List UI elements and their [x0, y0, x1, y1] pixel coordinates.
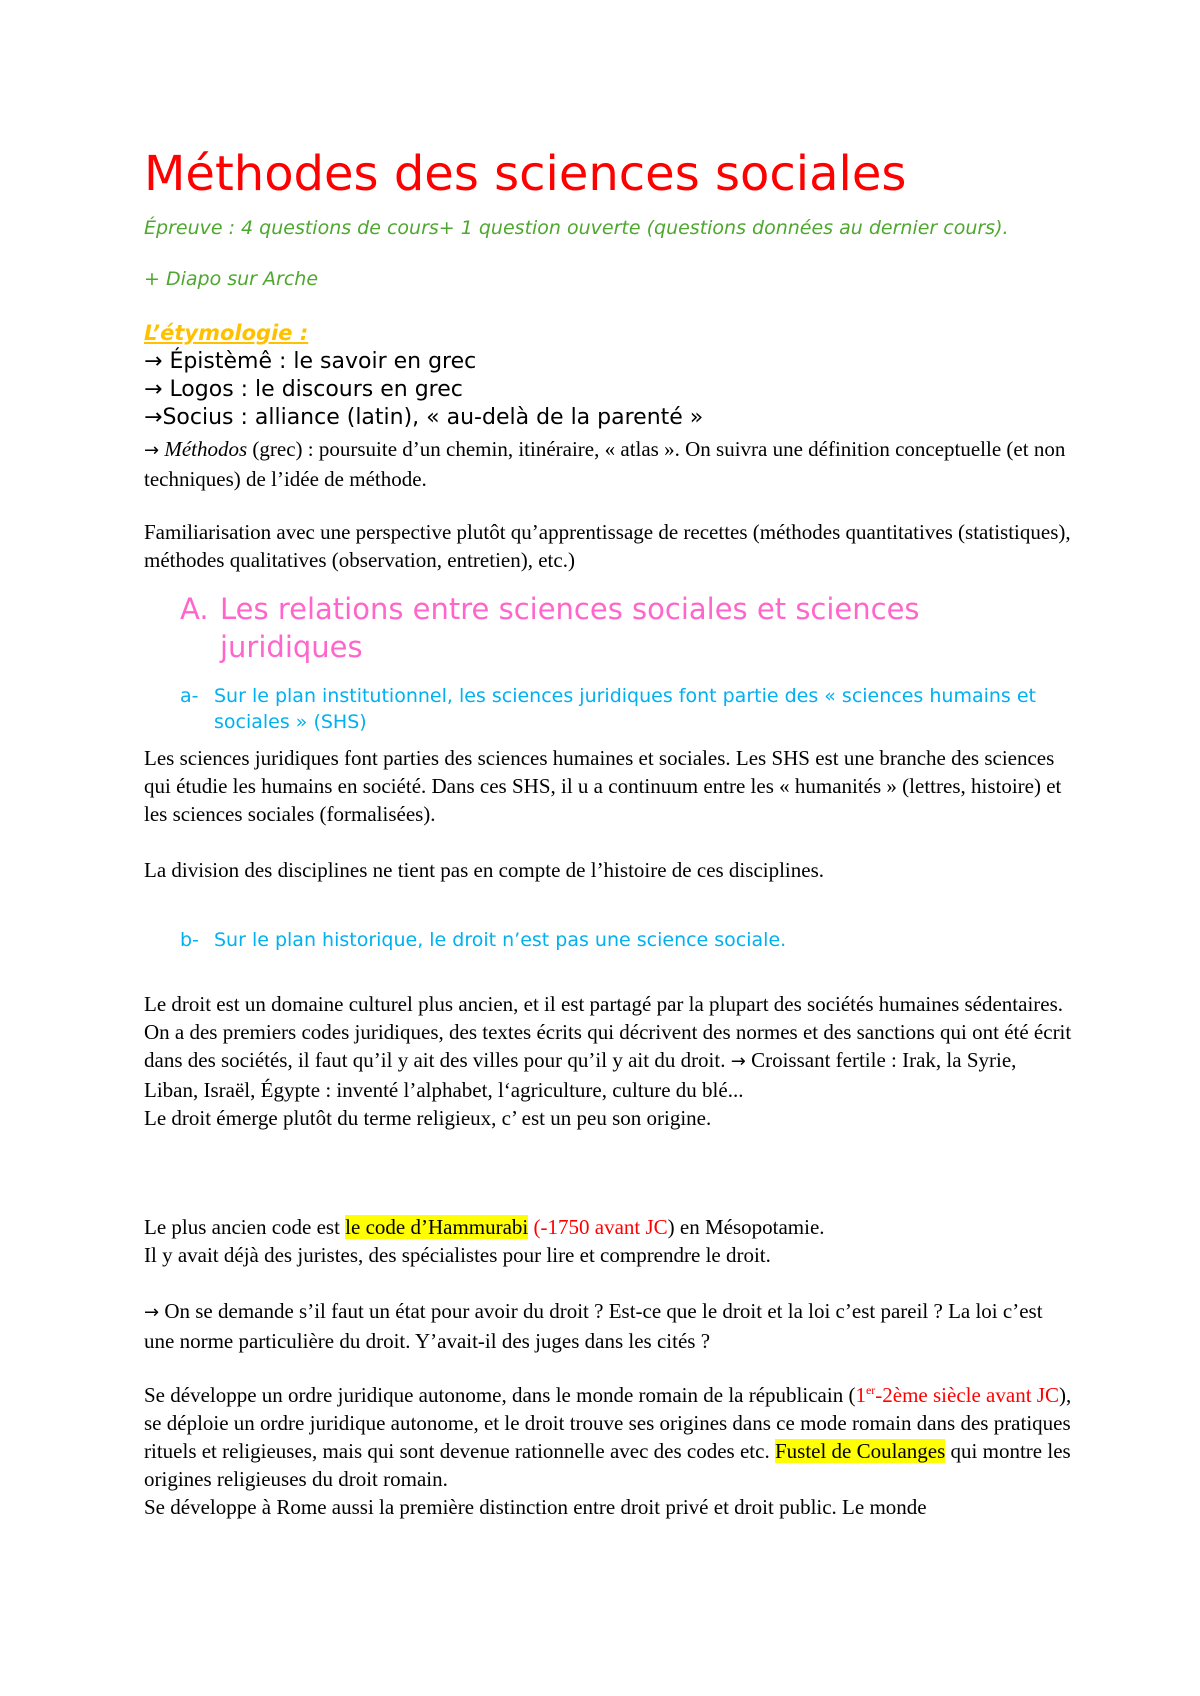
question-text: On se demande s’il faut un état pour avoir du droit ? Est-ce que le droit et la loi c’est pareil ? La loi c’est une norme particulière du droit. Y’avait-il des juges dans les cités ? — [144, 1299, 1043, 1353]
text: Le plus ancien code est — [144, 1215, 346, 1239]
subsection-a-heading — [180, 683, 1080, 735]
text: qui montre les origines religieuses du droit romain. — [144, 1439, 1071, 1491]
arrow-icon: → — [144, 349, 163, 374]
subsection-marker: a- — [180, 685, 199, 707]
etymology-item — [144, 404, 703, 432]
highlighted-text: Fustel de Coulanges — [774, 1439, 946, 1463]
familiarisation-paragraph: Familiarisation avec une perspective plutôt qu’apprentissage de recettes (méthodes quantitatives (statistiques), méthodes qualitatives (observation, entretien), etc.) — [144, 520, 1071, 572]
arrow-icon: → — [730, 1051, 746, 1072]
division-paragraph: La division des disciplines ne tient pas en compte de l’histoire de ces disciplines. — [144, 858, 825, 882]
etymology-item — [144, 376, 463, 404]
section-marker: A. — [180, 592, 209, 626]
subsection-title: Sur le plan historique, le droit n’est pas une science sociale. — [214, 929, 787, 951]
etymology-text: Logos : le discours en grec — [169, 377, 463, 402]
droit-line — [144, 1018, 1074, 1104]
section-a-heading — [180, 590, 1060, 666]
date-text: 1 — [855, 1383, 866, 1407]
methodos-paragraph — [144, 435, 1074, 493]
rome-line: Se développe à Rome aussi la première distinction entre droit privé et droit public. Le monde — [144, 1495, 927, 1519]
etymology-item — [144, 348, 476, 376]
date-sup: er — [865, 1383, 876, 1397]
arrow-icon: → — [144, 1302, 160, 1323]
etymology-text: Socius : alliance (latin), « au-delà de la parenté » — [162, 405, 704, 430]
exam-info: Épreuve : 4 questions de cours+ 1 question ouverte (questions données au dernier cours). — [144, 217, 1009, 239]
text: ) en Mésopotamie. — [667, 1215, 825, 1239]
etymology-heading: L’étymologie : — [144, 321, 309, 345]
subsection-marker: b- — [180, 929, 199, 951]
slides-note: + Diapo sur Arche — [144, 268, 319, 290]
hammurabi-paragraph — [144, 1213, 1074, 1269]
etymology-text: Épistèmê : le savoir en grec — [169, 349, 477, 374]
date-text: -2ème siècle avant JC — [875, 1383, 1059, 1407]
methodos-term: Méthodos — [164, 437, 248, 461]
droit-line: Le droit est un domaine culturel plus ancien, et il est partagé par la plupart des sociétés humaines sédentaires. — [144, 992, 1064, 1016]
methodos-text: (grec) : poursuite d’un chemin, itinéraire, « atlas ». On suivra une définition conceptuelle (et non techniques) de l’idée de méthode. — [144, 437, 1066, 491]
date-text: (-1750 avant JC — [533, 1215, 668, 1239]
section-title: Les relations entre sciences sociales et sciences juridiques — [220, 592, 920, 664]
droit-paragraph — [144, 990, 1074, 1132]
arrow-icon: → — [144, 405, 163, 430]
page-title: Méthodes des sciences sociales — [144, 146, 907, 202]
text: ), se déploie un ordre juridique autonome, et le droit trouve ses origines dans ce mode romain dans des pratiques rituels et religieuses, mais qui sont devenue rationnelle avec des codes etc. — [144, 1383, 1072, 1463]
droit-text: On a des premiers codes juridiques, des textes écrits qui décrivent des normes et des sanctions qui ont été écrit dans des sociétés, il faut qu’il y ait des villes pour qu’il y ait du droit. — [144, 1020, 1072, 1072]
rome-paragraph — [144, 1381, 1074, 1521]
arrow-icon: → — [144, 377, 163, 402]
droit-line: Le droit émerge plutôt du terme religieux, c’ est un peu son origine. — [144, 1106, 712, 1130]
highlighted-text: le code d’Hammurabi — [345, 1215, 529, 1239]
subsection-b-heading — [180, 927, 1080, 953]
hammurabi-line: Il y avait déjà des juristes, des spécialistes pour lire et comprendre le droit. — [144, 1243, 771, 1267]
droit-text: Croissant fertile : Irak, la Syrie, Liban, Israël, Égypte : inventé l’alphabet, l‘agriculture, culture du blé... — [144, 1048, 1017, 1102]
subsection-title: Sur le plan institutionnel, les sciences juridiques font partie des « sciences humains et sociales » (SHS) — [214, 685, 1037, 733]
hammurabi-line — [144, 1213, 1074, 1241]
question-paragraph — [144, 1297, 1074, 1355]
shs-paragraph: Les sciences juridiques font parties des sciences humaines et sociales. Les SHS est une branche des sciences qui étudie les humains en société. Dans ces SHS, il u a continuum entre les « humanités » (lettres, histoire) et les sciences sociales (formalisées). — [144, 746, 1062, 826]
text: Se développe un ordre juridique autonome, dans le monde romain de la républicain ( — [144, 1383, 856, 1407]
arrow-icon: → — [144, 440, 160, 461]
